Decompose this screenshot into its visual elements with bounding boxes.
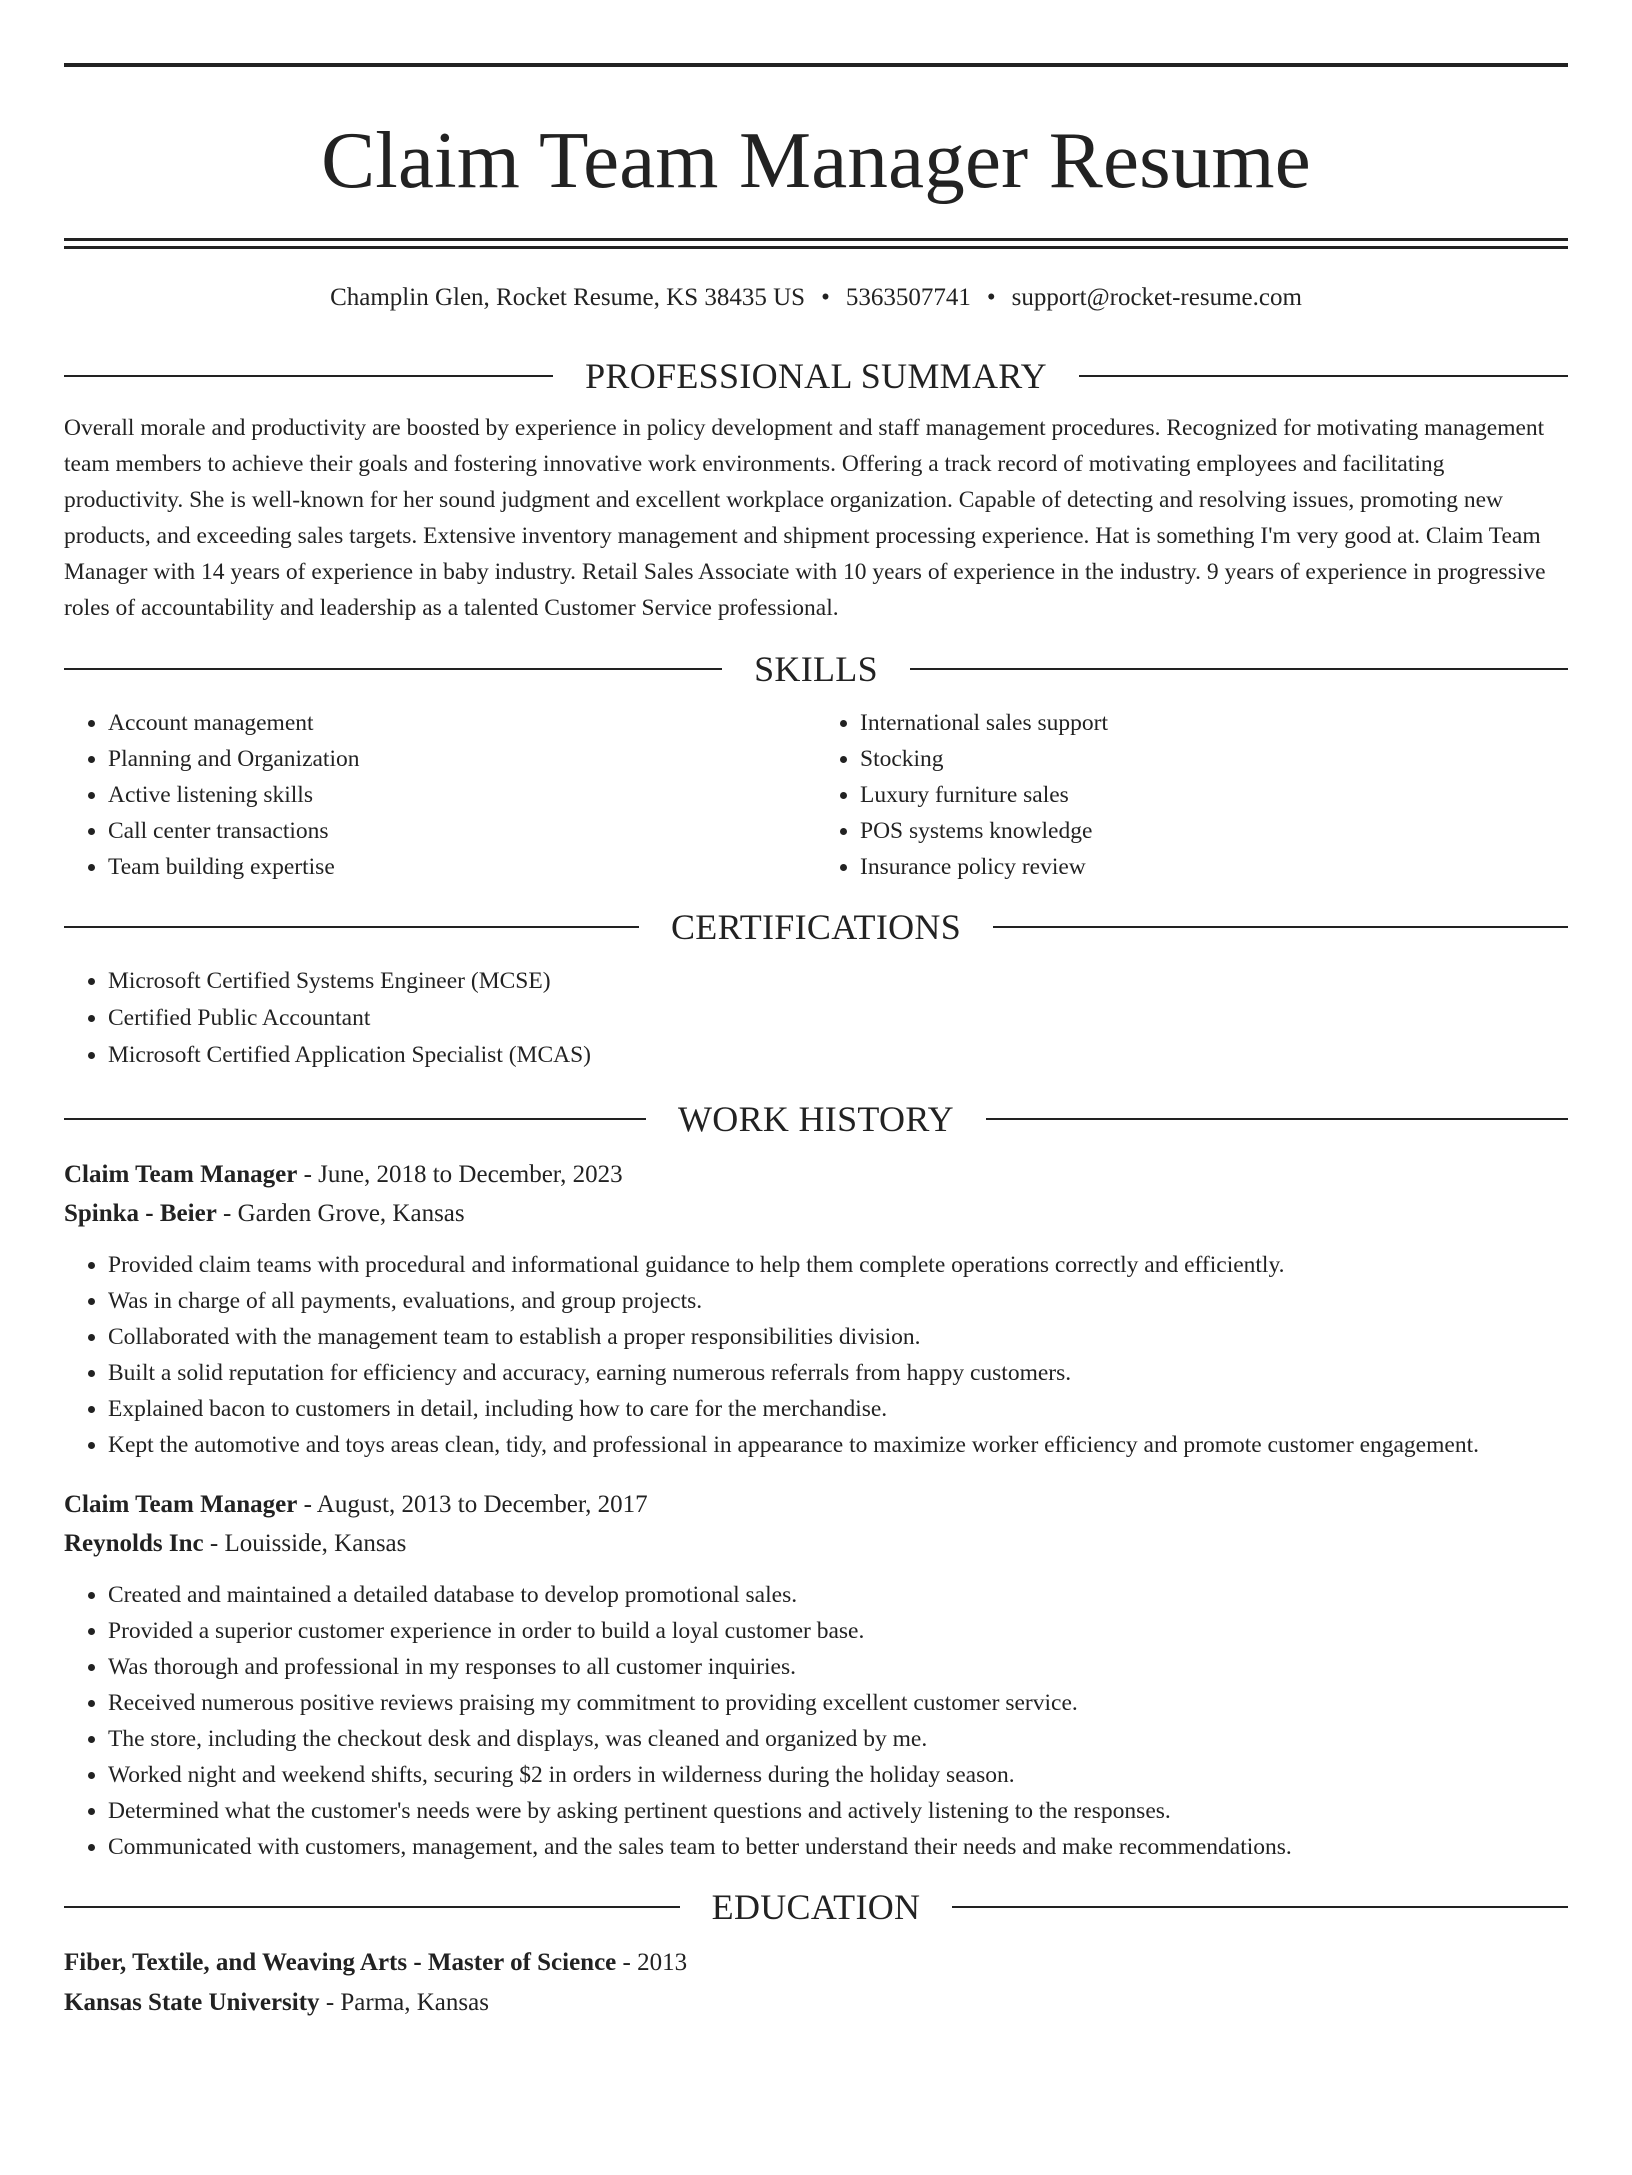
- job-location: - Garden Grove, Kansas: [216, 1200, 465, 1227]
- skill-item: • POS systems knowledge: [860, 813, 1568, 849]
- duty-item: • Kept the automotive and toys areas clean, tidy, and professional in appearance to maximize worker efficiency and promote customer engagement.: [108, 1427, 1568, 1463]
- section-heading-label: SKILLS: [754, 649, 878, 689]
- skills-columns: [64, 705, 1568, 885]
- summary-paragraph: Overall morale and productivity are boosted by experience in policy development and staff management procedures. Recognized for motivating management team members to achieve their goals and fostering innovative work environments. Offering a track record of motivating employees and facilitating productivity. She is well-known for her sound judgment and excellent workplace organization. Capable of detecting and resolving issues, promoting new products, and exceeding sales targets. Extensive inventory management and shipment processing experience. Hat is something I'm very good at. Claim Team Manager with 14 years of experience in baby industry. Retail Sales Associate with 10 years of experience in the industry. 9 years of experience in progressive roles of accountability and leadership as a talented Customer Service professional.: [64, 415, 1546, 621]
- job-dates: - August, 2013 to December, 2017: [297, 1491, 648, 1518]
- certifications-list: [64, 963, 1568, 1074]
- top-rule: [64, 63, 1568, 67]
- duty-item: • Provided a superior customer experience in order to build a loyal customer base.: [108, 1613, 1568, 1649]
- duty-item: • Worked night and weekend shifts, securing $2 in orders in wilderness during the holiday season.: [108, 1757, 1568, 1793]
- title-double-rule: [64, 238, 1568, 249]
- contact-phone: 5363507741: [845, 284, 971, 311]
- job-title: Claim Team Manager: [64, 1491, 298, 1518]
- section-heading-certifications: [64, 905, 1568, 949]
- job-company-line: [64, 1525, 1568, 1563]
- education-school-line: [64, 1983, 1568, 2023]
- skill-item: • International sales support: [860, 705, 1568, 741]
- skill-item: • Active listening skills: [108, 777, 816, 813]
- job-company: Spinka - Beier: [64, 1200, 217, 1227]
- heading-rule: [910, 668, 1568, 670]
- section-heading-skills: [64, 647, 1568, 691]
- skill-item: • Stocking: [860, 741, 1568, 777]
- section-heading-label: PROFESSIONAL SUMMARY: [585, 356, 1047, 396]
- duty-item: • The store, including the checkout desk and displays, was cleaned and organized by me.: [108, 1721, 1568, 1757]
- duty-item: • Determined what the customer's needs were by asking pertinent questions and actively listening to the responses.: [108, 1793, 1568, 1829]
- heading-rule: [64, 668, 722, 670]
- education-location: - Parma, Kansas: [319, 1989, 489, 2016]
- skill-item: • Call center transactions: [108, 813, 816, 849]
- duty-item: • Provided claim teams with procedural and informational guidance to help them complete operations correctly and efficiently.: [108, 1247, 1568, 1283]
- education-degree-line: [64, 1943, 1568, 1983]
- skill-item: • Account management: [108, 705, 816, 741]
- skill-item: • Luxury furniture sales: [860, 777, 1568, 813]
- job-entry: [64, 1485, 1568, 1865]
- duty-item: • Collaborated with the management team to establish a proper responsibilities division.: [108, 1319, 1568, 1355]
- contact-line: [64, 282, 1568, 314]
- heading-rule: [952, 1906, 1568, 1908]
- job-duties-list: [64, 1247, 1568, 1463]
- education-school: Kansas State University: [64, 1989, 320, 2016]
- section-heading-label: EDUCATION: [711, 1887, 921, 1927]
- job-dates: - June, 2018 to December, 2023: [297, 1161, 623, 1188]
- duty-item: • Created and maintained a detailed database to develop promotional sales.: [108, 1577, 1568, 1613]
- resume-page: [0, 63, 1632, 2175]
- contact-separator: •: [986, 284, 996, 311]
- heading-rule: [986, 1118, 1568, 1120]
- job-title-line: [64, 1155, 1568, 1195]
- duty-item: • Was thorough and professional in my responses to all customer inquiries.: [108, 1649, 1568, 1685]
- heading-rule: [1079, 375, 1568, 377]
- section-heading-label: CERTIFICATIONS: [670, 907, 962, 947]
- contact-separator: •: [821, 284, 830, 311]
- section-heading-summary: [64, 354, 1568, 398]
- resume-title: Claim Team Manager Resume: [321, 115, 1311, 205]
- heading-rule: [64, 1118, 646, 1120]
- skill-item: • Team building expertise: [108, 849, 816, 885]
- contact-email: support@rocket-resume.com: [1011, 284, 1302, 311]
- duty-item: • Was in charge of all payments, evaluations, and group projects.: [108, 1283, 1568, 1319]
- section-heading-label: WORK HISTORY: [678, 1099, 954, 1139]
- skill-item: • Planning and Organization: [108, 741, 816, 777]
- heading-rule: [64, 1906, 680, 1908]
- job-entry: [64, 1155, 1568, 1463]
- job-title-line: [64, 1485, 1568, 1525]
- education-degree: Fiber, Textile, and Weaving Arts - Master of Science: [64, 1949, 617, 1976]
- heading-rule: [993, 926, 1568, 928]
- skill-item: • Insurance policy review: [860, 849, 1568, 885]
- job-location: - Louisside, Kansas: [203, 1530, 407, 1557]
- contact-address: Champlin Glen, Rocket Resume, KS 38435 US: [330, 284, 806, 311]
- section-heading-work-history: [64, 1097, 1568, 1141]
- job-company-line: [64, 1195, 1568, 1233]
- duty-item: • Explained bacon to customers in detail, including how to care for the merchandise.: [108, 1391, 1568, 1427]
- heading-rule: [64, 926, 639, 928]
- certification-item: • Microsoft Certified Systems Engineer (MCSE): [108, 963, 1568, 1000]
- education-year: - 2013: [616, 1949, 688, 1976]
- job-duties-list: [64, 1577, 1568, 1865]
- section-heading-education: [64, 1885, 1568, 1929]
- heading-rule: [64, 375, 553, 377]
- duty-item: • Built a solid reputation for efficiency and accuracy, earning numerous referrals from happy customers.: [108, 1355, 1568, 1391]
- certification-item: • Certified Public Accountant: [108, 1000, 1568, 1037]
- skills-list-left: [64, 705, 816, 885]
- job-company: Reynolds Inc: [64, 1530, 204, 1557]
- job-title: Claim Team Manager: [64, 1161, 298, 1188]
- duty-item: • Communicated with customers, management, and the sales team to better understand their needs and make recommendations.: [108, 1829, 1568, 1865]
- skills-list-right: [816, 705, 1568, 885]
- duty-item: • Received numerous positive reviews praising my commitment to providing excellent customer service.: [108, 1685, 1568, 1721]
- certification-item: • Microsoft Certified Application Specialist (MCAS): [108, 1037, 1568, 1074]
